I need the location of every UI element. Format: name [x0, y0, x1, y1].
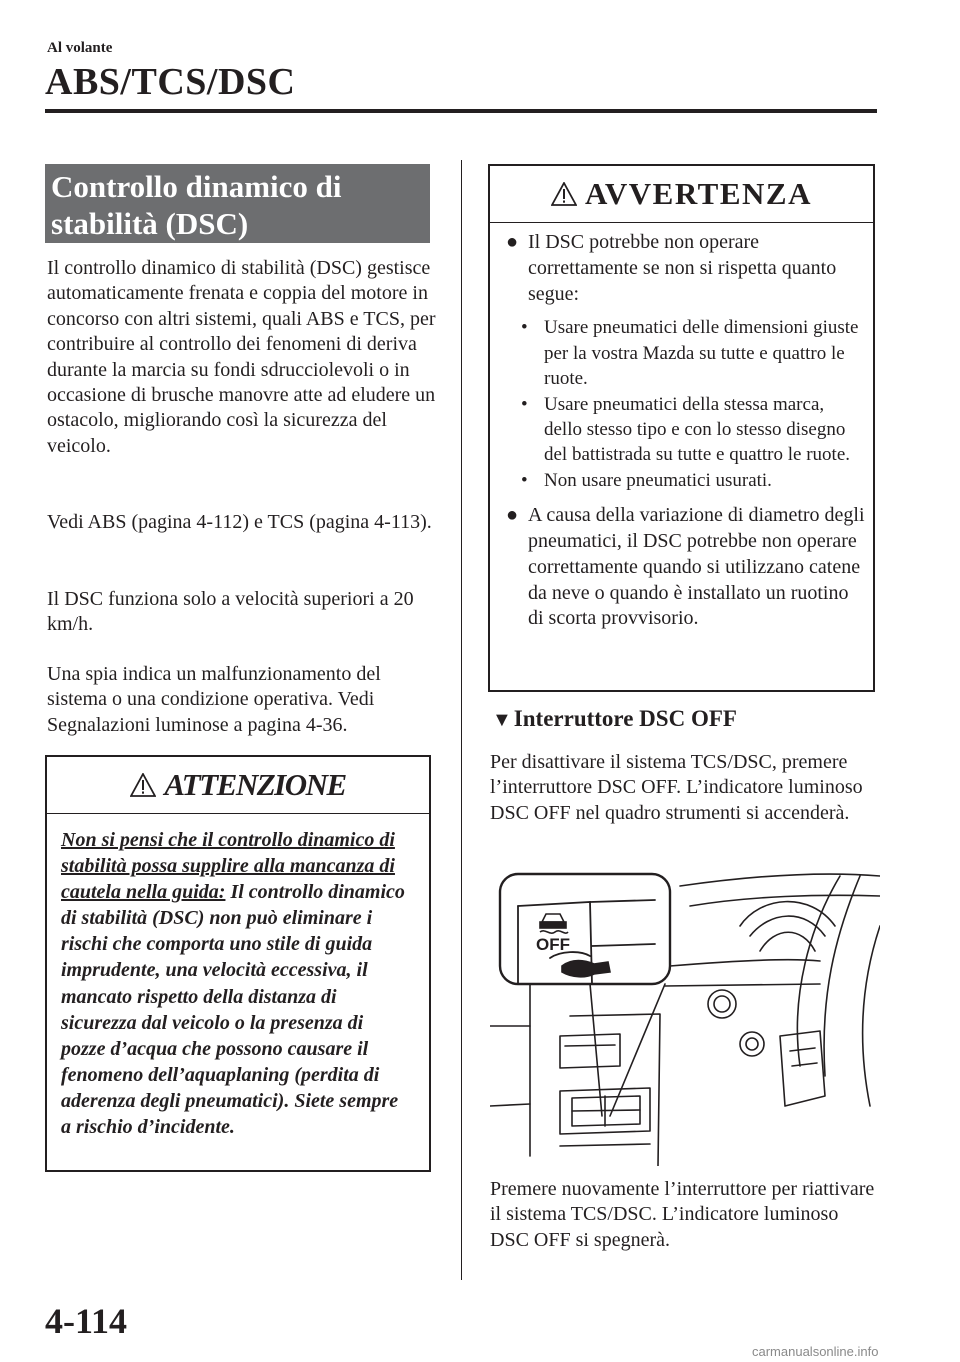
warning-subitem-text: Usare pneumatici della stessa marca, dello stesso tipo e con lo stesso disegno del battistrada su tutte e quattro le ruote.	[544, 393, 851, 466]
column-divider	[461, 160, 462, 1280]
warning-subitem-text: Usare pneumatici delle dimensioni giuste per la vostra Mazda su tutte e quattro le ruote.	[544, 317, 859, 390]
warning-triangle-icon	[130, 773, 156, 797]
warning-subitem-text: Non usare pneumatici usurati.	[544, 469, 772, 491]
bullet-icon: •	[521, 393, 528, 415]
banner-line-1: Controllo dinamico di	[51, 169, 342, 204]
attention-title: ATTENZIONE	[164, 767, 346, 802]
warning-item	[506, 503, 866, 632]
dsc-off-switch-illustration	[490, 866, 880, 1166]
warning-item	[506, 230, 866, 307]
speed-paragraph: Il DSC funziona solo a velocità superiori a 20 km/h.	[47, 588, 414, 636]
indicator-paragraph: Una spia indica un malfunzionamento del sistema o una condizione operativa. Vedi Segnalazioni luminose a pagina 4-36.	[47, 663, 381, 736]
watermark: carmanualsonline.info	[752, 1344, 879, 1359]
triangle-marker-icon: ▼	[492, 709, 512, 731]
attention-box	[45, 755, 431, 1172]
attention-underlined-text: Non si pensi che il controllo dinamico di stabilità possa supplire alla mancanza di cautela nella guida:	[61, 829, 395, 904]
warning-header	[490, 166, 873, 223]
warning-subitem	[506, 315, 866, 391]
bullet-icon: ●	[506, 504, 519, 527]
bullet-icon: •	[521, 469, 528, 491]
intro-paragraph: Il controllo dinamico di stabilità (DSC) gestisce automaticamente frenata e coppia del motore in concorso con altri sistemi, quali ABS e TCS, per contribuire al controllo dei fenomeni di deriva durante la marcia su fondi sdrucciolevoli o in occasione di brusche manovre atte ad eludere un ostacolo, migliorando così la sicurezza del veicolo.	[47, 257, 436, 457]
attention-text: Il controllo dinamico di stabilità (DSC) non può eliminare i rischi che comporta uno stile di guida imprudente, una velocità eccessiva, il mancato rispetto della distanza di sicurezza dal veicolo o la presenza di pozze d’acqua che possono causare il fenomeno dell’aquaplaning (perdita di aderenza degli pneumatici). Siete sempre a rischio d’incidente.	[61, 881, 405, 1139]
warning-subitem	[506, 468, 866, 493]
off-label: OFF	[536, 935, 570, 954]
attention-header	[47, 757, 429, 814]
warning-list	[506, 230, 866, 632]
bullet-icon: •	[521, 317, 528, 339]
warning-box	[488, 164, 875, 692]
attention-body	[61, 827, 411, 1140]
reactivate-paragraph: Premere nuovamente l’interruttore per riattivare il sistema TCS/DSC. L’indicatore luminoso DSC OFF si spegnerà.	[490, 1178, 875, 1251]
warning-triangle-icon	[551, 182, 577, 206]
warning-item-text: Il DSC potrebbe non operare correttamente se non si rispetta quanto segue:	[528, 231, 837, 305]
page-number: 4-114	[45, 1301, 128, 1341]
warning-item-text: A causa della variazione di diametro degli pneumatici, il DSC potrebbe non operare correttamente quando si utilizzano catene da neve o quando è installato un ruotino di scorta provvisorio.	[528, 504, 865, 630]
topic-banner	[45, 164, 430, 243]
banner-line-2: stabilità (DSC)	[51, 206, 249, 241]
disable-paragraph: Per disattivare il sistema TCS/DSC, premere l’interruttore DSC OFF. L’indicatore luminoso DSC OFF nel quadro strumenti si accenderà.	[490, 751, 863, 824]
subsection-heading-text: Interruttore DSC OFF	[513, 706, 737, 731]
subsection-heading	[492, 706, 737, 732]
chapter-title: Al volante	[47, 40, 113, 56]
warning-title: AVVERTENZA	[585, 176, 812, 211]
reference-paragraph: Vedi ABS (pagina 4-112) e TCS (pagina 4-113).	[47, 511, 432, 533]
warning-subitem	[506, 392, 866, 468]
bullet-icon: ●	[506, 231, 519, 253]
header-divider	[45, 109, 877, 113]
section-title: ABS/TCS/DSC	[45, 61, 296, 103]
